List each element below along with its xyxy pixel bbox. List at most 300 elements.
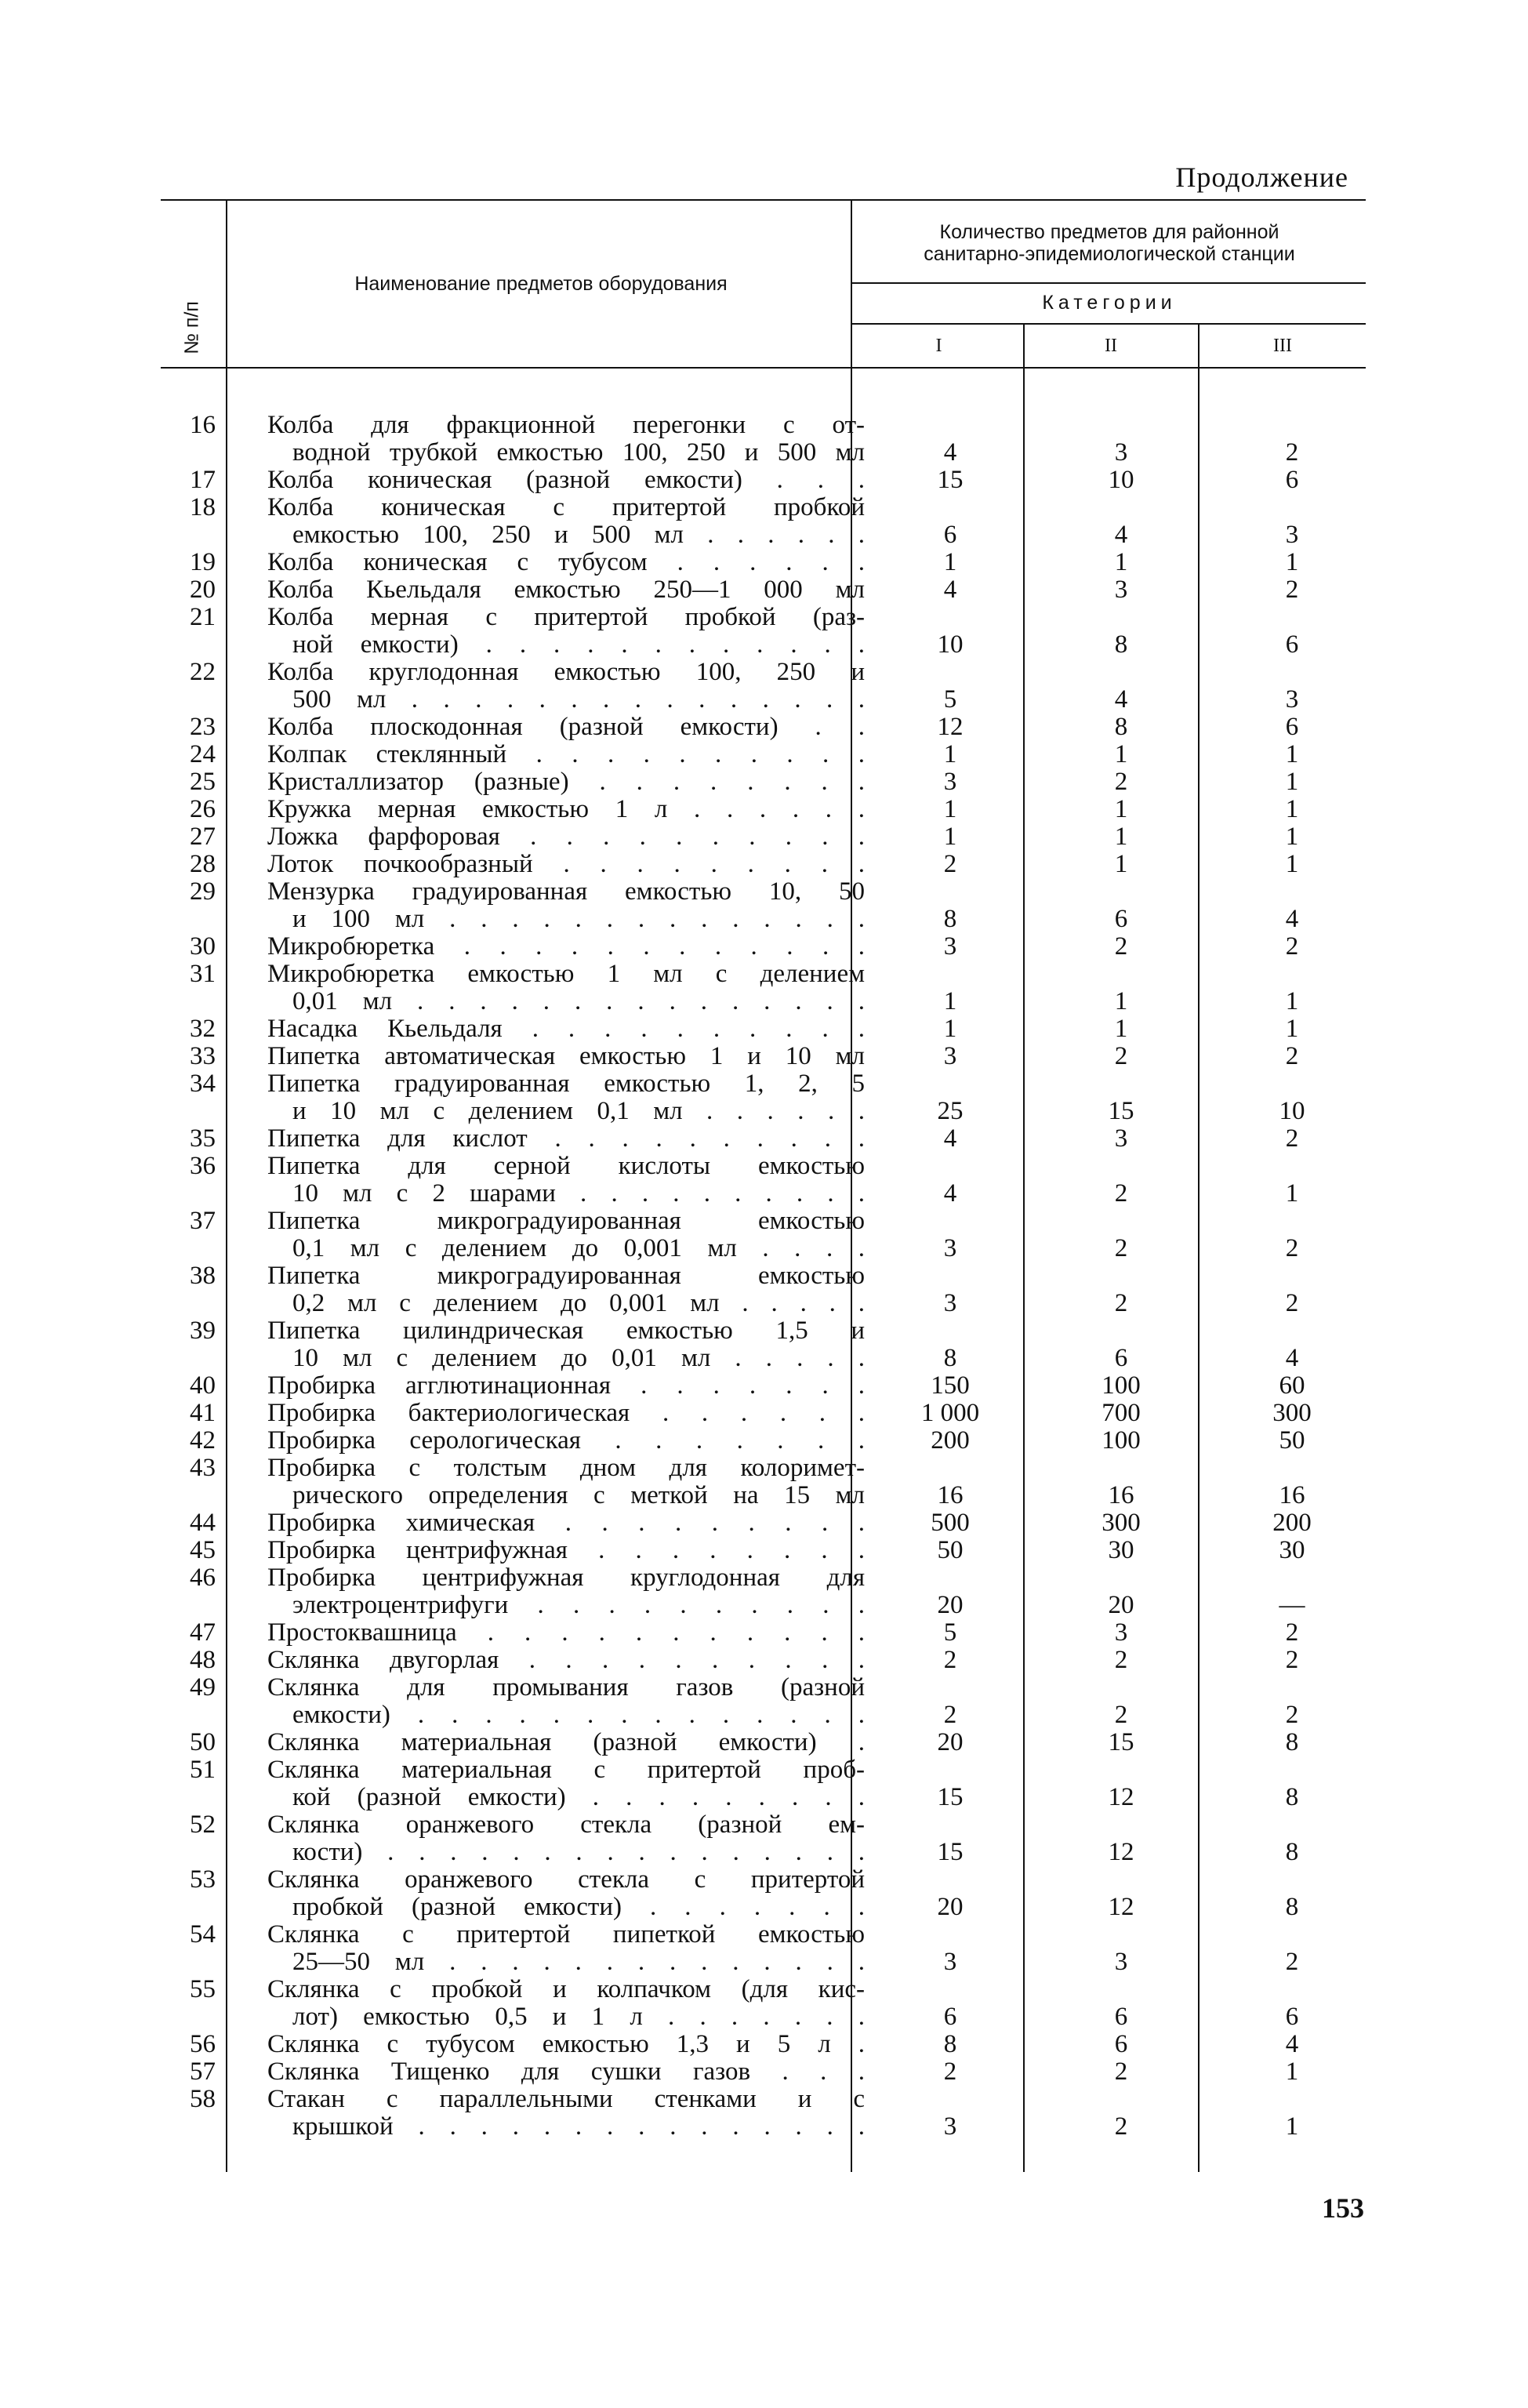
qty-cat-iii: 1 bbox=[1285, 850, 1299, 878]
qty-cat-ii: 4 bbox=[1114, 685, 1128, 714]
qty-cat-i: 500 bbox=[931, 1509, 970, 1537]
qty-cat-iii: 2 bbox=[1285, 1618, 1299, 1647]
qty-cat-i: 3 bbox=[943, 768, 957, 796]
qty-cat-iii: 1 bbox=[1285, 2112, 1299, 2141]
table-row bbox=[161, 1537, 1360, 1564]
qty-cat-i: 20 bbox=[937, 1893, 964, 1921]
qty-cat-i: 5 bbox=[943, 1618, 957, 1647]
item-name-line: Лоток почкообразный . . . . . . . . . bbox=[267, 851, 865, 878]
qty-cat-ii: 6 bbox=[1114, 2030, 1128, 2058]
item-name bbox=[267, 961, 865, 1015]
table-row bbox=[161, 1976, 1360, 2031]
header-cat-1: I bbox=[935, 336, 942, 356]
qty-cat-iii: 2 bbox=[1285, 1124, 1299, 1153]
row-number: 54 bbox=[190, 1920, 216, 1949]
qty-cat-ii: 4 bbox=[1114, 521, 1128, 549]
table-row bbox=[161, 1509, 1360, 1537]
item-name-line: Пипетка градуированная емкостью 1, 2, 5 bbox=[267, 1070, 865, 1098]
item-name bbox=[267, 1866, 865, 1921]
item-name bbox=[267, 1427, 865, 1455]
item-name bbox=[267, 467, 865, 494]
item-name-line: и 100 мл . . . . . . . . . . . . . . bbox=[292, 906, 865, 933]
item-name bbox=[267, 604, 865, 659]
qty-cat-i: 8 bbox=[943, 2030, 957, 2058]
item-name-line: Склянка для промывания газов (разной bbox=[267, 1674, 865, 1702]
qty-cat-i: 3 bbox=[943, 1948, 957, 1976]
item-name-line: Колба плоскодонная (разной емкости) . . bbox=[267, 714, 865, 741]
item-name-line: Пробирка с толстым дном для колоримет- bbox=[267, 1455, 865, 1482]
row-number: 42 bbox=[190, 1426, 216, 1455]
table-row bbox=[161, 851, 1360, 878]
qty-cat-ii: 2 bbox=[1114, 2058, 1128, 2086]
qty-cat-ii: 16 bbox=[1108, 1481, 1134, 1509]
item-name-line: Колба коническая (разной емкости) . . . bbox=[267, 467, 865, 494]
qty-cat-i: 5 bbox=[943, 685, 957, 714]
qty-cat-ii: 3 bbox=[1114, 1124, 1128, 1153]
qty-cat-ii: 3 bbox=[1114, 1618, 1128, 1647]
qty-cat-ii: 8 bbox=[1114, 630, 1128, 659]
item-name-line: Кристаллизатор (разные) . . . . . . . . bbox=[267, 768, 865, 796]
table-row bbox=[161, 1866, 1360, 1921]
item-name-line: Склянка двугорлая . . . . . . . . . . bbox=[267, 1647, 865, 1674]
qty-cat-iii: 2 bbox=[1285, 1948, 1299, 1976]
qty-cat-i: 15 bbox=[937, 1838, 964, 1866]
qty-cat-iii: 1 bbox=[1285, 740, 1299, 768]
qty-cat-i: 1 bbox=[943, 1015, 957, 1043]
qty-cat-ii: 20 bbox=[1108, 1591, 1134, 1619]
equipment-table-body bbox=[161, 412, 1360, 2141]
qty-cat-iii: 300 bbox=[1272, 1399, 1312, 1427]
item-name bbox=[267, 1756, 865, 1811]
qty-cat-iii: 2 bbox=[1285, 1289, 1299, 1317]
item-name-line: 25—50 мл . . . . . . . . . . . . . . bbox=[292, 1949, 865, 1976]
row-number: 50 bbox=[190, 1728, 216, 1756]
item-name bbox=[267, 878, 865, 933]
table-row bbox=[161, 741, 1360, 768]
table-row bbox=[161, 1455, 1360, 1509]
row-number: 25 bbox=[190, 768, 216, 796]
qty-cat-iii: 6 bbox=[1285, 713, 1299, 741]
continuation-label: Продолжение bbox=[1175, 162, 1348, 193]
item-name-line: Мензурка градуированная емкостью 10, 50 bbox=[267, 878, 865, 906]
row-number: 16 bbox=[190, 411, 216, 439]
item-name-line: Колба коническая с тубусом . . . . . . bbox=[267, 549, 865, 576]
qty-cat-iii: 50 bbox=[1279, 1426, 1305, 1455]
table-row bbox=[161, 1015, 1360, 1043]
qty-cat-ii: 10 bbox=[1108, 466, 1134, 494]
item-name-line: Склянка с пробкой и колпачком (для кис- bbox=[267, 1976, 865, 2003]
item-name bbox=[267, 1619, 865, 1647]
row-number: 47 bbox=[190, 1618, 216, 1647]
header-qty-line1: Количество предметов для районной bbox=[939, 221, 1279, 243]
qty-cat-ii: 12 bbox=[1108, 1783, 1134, 1811]
qty-cat-iii: 8 bbox=[1285, 1838, 1299, 1866]
item-name-line: Пипетка цилиндрическая емкостью 1,5 и bbox=[267, 1317, 865, 1345]
table-row bbox=[161, 1125, 1360, 1153]
item-name-line: Пипетка микроградуированная емкостью bbox=[267, 1262, 865, 1290]
table-row bbox=[161, 961, 1360, 1015]
qty-cat-iii: 1 bbox=[1285, 768, 1299, 796]
row-number: 35 bbox=[190, 1124, 216, 1153]
table-row bbox=[161, 1400, 1360, 1427]
row-number: 23 bbox=[190, 713, 216, 741]
qty-cat-ii: 3 bbox=[1114, 576, 1128, 604]
item-name-line: Пробирка центрифужная круглодонная для bbox=[267, 1564, 865, 1592]
item-name-line: Пипетка автоматическая емкостью 1 и 10 мл bbox=[267, 1043, 865, 1070]
qty-cat-i: 50 bbox=[937, 1536, 964, 1564]
table-row bbox=[161, 1070, 1360, 1125]
item-name bbox=[267, 741, 865, 768]
qty-cat-i: 150 bbox=[931, 1371, 970, 1400]
qty-cat-i: 8 bbox=[943, 1344, 957, 1372]
item-name-line: Насадка Кьельдаля . . . . . . . . . . bbox=[267, 1015, 865, 1043]
header-bottom-rule bbox=[161, 367, 1366, 369]
row-number: 45 bbox=[190, 1536, 216, 1564]
qty-cat-ii: 2 bbox=[1114, 1042, 1128, 1070]
table-row bbox=[161, 796, 1360, 823]
item-name-line: 10 мл с 2 шарами . . . . . . . . . . bbox=[292, 1180, 865, 1208]
qty-cat-i: 1 bbox=[943, 823, 957, 851]
item-name bbox=[267, 1537, 865, 1564]
item-name-line: 500 мл . . . . . . . . . . . . . . . bbox=[292, 686, 865, 714]
row-number: 37 bbox=[190, 1207, 216, 1235]
qty-cat-iii: 3 bbox=[1285, 521, 1299, 549]
row-number: 21 bbox=[190, 603, 216, 631]
item-name bbox=[267, 1372, 865, 1400]
item-name-line: 10 мл с делением до 0,01 мл . . . . . bbox=[292, 1345, 865, 1372]
item-name bbox=[267, 2058, 865, 2086]
item-name-line: 0,1 мл с делением до 0,001 мл . . . . bbox=[292, 1235, 865, 1262]
item-name bbox=[267, 1262, 865, 1317]
item-name bbox=[267, 1070, 865, 1125]
header-cat-3: III bbox=[1273, 336, 1292, 356]
item-name bbox=[267, 494, 865, 549]
item-name bbox=[267, 851, 865, 878]
item-name bbox=[267, 1509, 865, 1537]
qty-cat-iii: 4 bbox=[1285, 905, 1299, 933]
row-number: 24 bbox=[190, 740, 216, 768]
table-row bbox=[161, 1372, 1360, 1400]
qty-cat-ii: 1 bbox=[1114, 740, 1128, 768]
table-row bbox=[161, 1647, 1360, 1674]
qty-cat-iii: 4 bbox=[1285, 1344, 1299, 1372]
qty-cat-i: 3 bbox=[943, 2112, 957, 2141]
item-name bbox=[267, 576, 865, 604]
item-name bbox=[267, 1647, 865, 1674]
row-number: 26 bbox=[190, 795, 216, 823]
qty-cat-iii: 6 bbox=[1285, 2003, 1299, 2031]
table-row bbox=[161, 1427, 1360, 1455]
qty-cat-i: 2 bbox=[943, 1701, 957, 1729]
page-number: 153 bbox=[1322, 2192, 1364, 2224]
qty-cat-i: 4 bbox=[943, 576, 957, 604]
qty-cat-iii: 2 bbox=[1285, 1646, 1299, 1674]
table-row bbox=[161, 412, 1360, 467]
table-row bbox=[161, 768, 1360, 796]
qty-cat-iii: 1 bbox=[1285, 2058, 1299, 2086]
roman-rule bbox=[852, 323, 1366, 325]
qty-cat-ii: 6 bbox=[1114, 1344, 1128, 1372]
item-name bbox=[267, 714, 865, 741]
item-name bbox=[267, 1674, 865, 1729]
table-row bbox=[161, 494, 1360, 549]
item-name-line: емкости) . . . . . . . . . . . . . . bbox=[292, 1702, 865, 1729]
qty-cat-i: 25 bbox=[937, 1097, 964, 1125]
qty-cat-i: 4 bbox=[943, 438, 957, 467]
item-name bbox=[267, 1564, 865, 1619]
qty-cat-ii: 2 bbox=[1114, 768, 1128, 796]
table-row bbox=[161, 1619, 1360, 1647]
qty-cat-iii: 2 bbox=[1285, 1701, 1299, 1729]
qty-cat-iii: 10 bbox=[1279, 1097, 1305, 1125]
item-name-line: Пробирка химическая . . . . . . . . . bbox=[267, 1509, 865, 1537]
qty-cat-iii: 1 bbox=[1285, 548, 1299, 576]
item-name-line: емкостью 100, 250 и 500 мл . . . . . . bbox=[292, 521, 865, 549]
qty-cat-ii: 6 bbox=[1114, 905, 1128, 933]
row-number: 39 bbox=[190, 1317, 216, 1345]
categories-rule bbox=[852, 282, 1366, 284]
item-name-line: Склянка оранжевого стекла с притертой bbox=[267, 1866, 865, 1894]
item-name bbox=[267, 1455, 865, 1509]
qty-cat-ii: 1 bbox=[1114, 1015, 1128, 1043]
table-row bbox=[161, 659, 1360, 714]
table-row bbox=[161, 1674, 1360, 1729]
qty-cat-ii: 6 bbox=[1114, 2003, 1128, 2031]
item-name-line: пробкой (разной емкости) . . . . . . . bbox=[292, 1894, 865, 1921]
item-name-line: Пипетка микроградуированная емкостью bbox=[267, 1208, 865, 1235]
table-row bbox=[161, 467, 1360, 494]
item-name bbox=[267, 823, 865, 851]
row-number: 31 bbox=[190, 960, 216, 988]
item-name bbox=[267, 1400, 865, 1427]
qty-cat-i: 15 bbox=[937, 1783, 964, 1811]
qty-cat-i: 20 bbox=[937, 1591, 964, 1619]
item-name-line: Ложка фарфоровая . . . . . . . . . . bbox=[267, 823, 865, 851]
qty-cat-iii: 1 bbox=[1285, 1015, 1299, 1043]
table-row bbox=[161, 823, 1360, 851]
item-name-line: Склянка с притертой пипеткой емкостью bbox=[267, 1921, 865, 1949]
table-row bbox=[161, 933, 1360, 961]
qty-cat-iii: 2 bbox=[1285, 1234, 1299, 1262]
qty-cat-ii: 2 bbox=[1114, 1234, 1128, 1262]
qty-cat-ii: 2 bbox=[1114, 932, 1128, 961]
table-row bbox=[161, 604, 1360, 659]
qty-cat-i: 16 bbox=[937, 1481, 964, 1509]
item-name bbox=[267, 1811, 865, 1866]
item-name bbox=[267, 2031, 865, 2058]
item-name bbox=[267, 412, 865, 467]
qty-cat-iii: 1 bbox=[1285, 795, 1299, 823]
item-name-line: Колба для фракционной перегонки с от- bbox=[267, 412, 865, 439]
table-row bbox=[161, 1317, 1360, 1372]
row-number: 53 bbox=[190, 1865, 216, 1894]
item-name bbox=[267, 1015, 865, 1043]
qty-cat-ii: 1 bbox=[1114, 987, 1128, 1015]
qty-cat-ii: 700 bbox=[1102, 1399, 1141, 1427]
item-name-line: Склянка Тищенко для сушки газов . . . bbox=[267, 2058, 865, 2086]
qty-cat-iii: 2 bbox=[1285, 438, 1299, 467]
item-name bbox=[267, 1921, 865, 1976]
row-number: 29 bbox=[190, 877, 216, 906]
qty-cat-ii: 30 bbox=[1108, 1536, 1134, 1564]
row-number: 18 bbox=[190, 493, 216, 521]
table-row bbox=[161, 878, 1360, 933]
table-row bbox=[161, 1043, 1360, 1070]
qty-cat-i: 2 bbox=[943, 2058, 957, 2086]
qty-cat-iii: 2 bbox=[1285, 1042, 1299, 1070]
row-number: 34 bbox=[190, 1070, 216, 1098]
header-qty-line2: санитарно-эпидемиологической станции bbox=[924, 243, 1295, 265]
item-name-line: Колба Кьельдаля емкостью 250—1 000 мл bbox=[267, 576, 865, 604]
qty-cat-iii: 1 bbox=[1285, 1179, 1299, 1208]
qty-cat-ii: 2 bbox=[1114, 1179, 1128, 1208]
item-name-line: Кружка мерная емкостью 1 л . . . . . . bbox=[267, 796, 865, 823]
item-name-line: Пипетка для серной кислоты емкостью bbox=[267, 1153, 865, 1180]
row-number: 36 bbox=[190, 1152, 216, 1180]
qty-cat-ii: 300 bbox=[1102, 1509, 1141, 1537]
row-number: 17 bbox=[190, 466, 216, 494]
item-name-line: Пробирка центрифужная . . . . . . . . bbox=[267, 1537, 865, 1564]
row-number: 27 bbox=[190, 823, 216, 851]
qty-cat-iii: 2 bbox=[1285, 576, 1299, 604]
item-name-line: Микробюретка емкостью 1 мл с делением bbox=[267, 961, 865, 988]
item-name-line: Пипетка для кислот . . . . . . . . . . bbox=[267, 1125, 865, 1153]
row-number: 43 bbox=[190, 1454, 216, 1482]
item-name-line: Пробирка агглютинационная . . . . . . . bbox=[267, 1372, 865, 1400]
item-name-line: Склянка материальная с притертой проб- bbox=[267, 1756, 865, 1784]
item-name-line: Микробюретка . . . . . . . . . . . . bbox=[267, 933, 865, 961]
row-number: 56 bbox=[190, 2030, 216, 2058]
item-name-line: лот) емкостью 0,5 и 1 л . . . . . . . bbox=[292, 2003, 865, 2031]
qty-cat-i: 2 bbox=[943, 1646, 957, 1674]
table-row bbox=[161, 1729, 1360, 1756]
qty-cat-i: 3 bbox=[943, 932, 957, 961]
qty-cat-i: 2 bbox=[943, 850, 957, 878]
item-name-line: и 10 мл с делением 0,1 мл . . . . . . bbox=[292, 1098, 865, 1125]
row-number: 51 bbox=[190, 1756, 216, 1784]
qty-cat-ii: 1 bbox=[1114, 548, 1128, 576]
item-name bbox=[267, 1043, 865, 1070]
item-name-line: кости) . . . . . . . . . . . . . . . . bbox=[292, 1839, 865, 1866]
row-number: 40 bbox=[190, 1371, 216, 1400]
item-name bbox=[267, 549, 865, 576]
item-name-line: Склянка материальная (разной емкости) . bbox=[267, 1729, 865, 1756]
item-name-line: Склянка оранжевого стекла (разной ем- bbox=[267, 1811, 865, 1839]
qty-cat-i: 6 bbox=[943, 2003, 957, 2031]
qty-cat-i: 200 bbox=[931, 1426, 970, 1455]
item-name-line: Колба круглодонная емкостью 100, 250 и bbox=[267, 659, 865, 686]
table-row bbox=[161, 2086, 1360, 2141]
qty-cat-iii: — bbox=[1279, 1591, 1305, 1619]
header-top-rule bbox=[161, 199, 1366, 201]
item-name bbox=[267, 659, 865, 714]
table-row bbox=[161, 1153, 1360, 1208]
qty-cat-i: 3 bbox=[943, 1042, 957, 1070]
qty-cat-i: 1 000 bbox=[920, 1399, 980, 1427]
qty-cat-ii: 1 bbox=[1114, 823, 1128, 851]
item-name bbox=[267, 1208, 865, 1262]
qty-cat-ii: 8 bbox=[1114, 713, 1128, 741]
qty-cat-ii: 100 bbox=[1102, 1371, 1141, 1400]
qty-cat-i: 15 bbox=[937, 466, 964, 494]
qty-cat-i: 3 bbox=[943, 1234, 957, 1262]
table-row bbox=[161, 1262, 1360, 1317]
item-name bbox=[267, 768, 865, 796]
qty-cat-i: 1 bbox=[943, 740, 957, 768]
row-number: 49 bbox=[190, 1673, 216, 1702]
qty-cat-ii: 12 bbox=[1108, 1838, 1134, 1866]
qty-cat-iii: 1 bbox=[1285, 823, 1299, 851]
table-row bbox=[161, 549, 1360, 576]
row-number: 20 bbox=[190, 576, 216, 604]
row-number: 48 bbox=[190, 1646, 216, 1674]
qty-cat-ii: 2 bbox=[1114, 2112, 1128, 2141]
row-number: 58 bbox=[190, 2085, 216, 2113]
table-row bbox=[161, 714, 1360, 741]
qty-cat-iii: 6 bbox=[1285, 630, 1299, 659]
item-name bbox=[267, 1125, 865, 1153]
row-number: 57 bbox=[190, 2058, 216, 2086]
qty-cat-ii: 2 bbox=[1114, 1646, 1128, 1674]
item-name-line: электроцентрифуги . . . . . . . . . . bbox=[292, 1592, 865, 1619]
qty-cat-i: 12 bbox=[937, 713, 964, 741]
qty-cat-ii: 12 bbox=[1108, 1893, 1134, 1921]
row-number: 32 bbox=[190, 1015, 216, 1043]
qty-cat-i: 10 bbox=[937, 630, 964, 659]
item-name-line: водной трубкой емкостью 100, 250 и 500 мл bbox=[292, 439, 865, 467]
item-name bbox=[267, 1317, 865, 1372]
item-name-line: Пробирка бактериологическая . . . . . . bbox=[267, 1400, 865, 1427]
item-name-line: 0,01 мл . . . . . . . . . . . . . . . bbox=[292, 988, 865, 1015]
qty-cat-ii: 1 bbox=[1114, 850, 1128, 878]
row-number: 44 bbox=[190, 1509, 216, 1537]
header-name: Наименование предметов оборудования bbox=[354, 273, 728, 295]
header-categories: Категории bbox=[1042, 292, 1177, 314]
qty-cat-i: 1 bbox=[943, 987, 957, 1015]
qty-cat-ii: 2 bbox=[1114, 1701, 1128, 1729]
item-name-line: 0,2 мл с делением до 0,001 мл . . . . . bbox=[292, 1290, 865, 1317]
qty-cat-iii: 4 bbox=[1285, 2030, 1299, 2058]
table-row bbox=[161, 2058, 1360, 2086]
item-name bbox=[267, 1976, 865, 2031]
item-name-line: Колба коническая с притертой пробкой bbox=[267, 494, 865, 521]
item-name bbox=[267, 933, 865, 961]
item-name bbox=[267, 1153, 865, 1208]
qty-cat-iii: 30 bbox=[1279, 1536, 1305, 1564]
item-name-line: Склянка с тубусом емкостью 1,3 и 5 л . bbox=[267, 2031, 865, 2058]
qty-cat-i: 8 bbox=[943, 905, 957, 933]
qty-cat-iii: 1 bbox=[1285, 987, 1299, 1015]
row-number: 38 bbox=[190, 1262, 216, 1290]
row-number: 41 bbox=[190, 1399, 216, 1427]
item-name-line: Колба мерная с притертой пробкой (раз- bbox=[267, 604, 865, 631]
qty-cat-i: 4 bbox=[943, 1179, 957, 1208]
row-number: 30 bbox=[190, 932, 216, 961]
header-num: № п/п bbox=[180, 301, 203, 354]
row-number: 52 bbox=[190, 1811, 216, 1839]
header-cat-2: II bbox=[1105, 336, 1117, 356]
row-number: 28 bbox=[190, 850, 216, 878]
item-name-line: ной емкости) . . . . . . . . . . . . bbox=[292, 631, 865, 659]
item-name bbox=[267, 2086, 865, 2141]
item-name-line: крышкой . . . . . . . . . . . . . . . bbox=[292, 2113, 865, 2141]
row-number: 33 bbox=[190, 1042, 216, 1070]
qty-cat-iii: 2 bbox=[1285, 932, 1299, 961]
table-row bbox=[161, 1564, 1360, 1619]
table-row bbox=[161, 1811, 1360, 1866]
table-row bbox=[161, 576, 1360, 604]
row-number: 46 bbox=[190, 1564, 216, 1592]
